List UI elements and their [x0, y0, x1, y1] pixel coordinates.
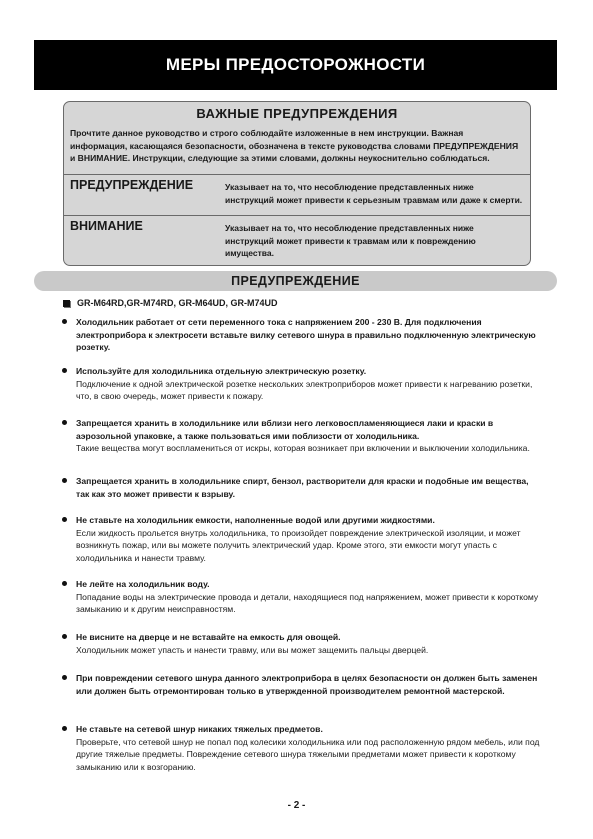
- bullet-icon: [62, 581, 67, 586]
- warning-item: [62, 475, 540, 500]
- warning-item: [62, 417, 540, 455]
- warning-item-heading: Запрещается хранить в холодильнике или вблизи него легковоспламеняющиеся лаки и краски в аэрозольной упаковке, а также пользоваться ими поблизости от холодильника.: [76, 418, 494, 441]
- warning-item-heading: Используйте для холодильника отдельную электрическую розетку.: [76, 366, 367, 376]
- term-row-warning: [64, 174, 530, 216]
- bullet-icon: [62, 675, 67, 680]
- model-list: [63, 298, 278, 308]
- warning-item-body: Холодильник может упасть и нанести травму, или вы может защемить пальцы дверцей.: [76, 644, 429, 655]
- important-warnings-intro: Прочтите данное руководство и строго соблюдайте изложенные в нем инструкции. Важная информация, касающаяся безопасности, обозначена в тексте руководства словами ПРЕДУПРЕЖДЕНИЯ и ВНИМАНИЕ. Инструкции, следующие за этими словами, должны неукоснительно соблюдаться.: [70, 128, 519, 164]
- important-warnings-box: [63, 101, 531, 266]
- bullet-icon: [62, 634, 67, 639]
- term-caution-description: Указывает на то, что несоблюдение представленных ниже инструкций может привести к травмам или к повреждению имущества.: [225, 223, 476, 259]
- warning-item-body: Проверьте, что сетевой шнур не попал под колесики холодильника или под расположенную рядом мебель, или под другие тяжелые предметы. Повреждение сетевого шнура тяжелыми предметами может привести к короткому замыканию или к возгоранию.: [76, 736, 540, 772]
- warning-item-heading: Холодильник работает от сети переменного тока с напряжением 200 - 230 В. Для подключения электроприбора к электросети вставьте вилку сетевого шнура в правильно подключенную электрическую розетку.: [76, 317, 536, 353]
- warning-item: [62, 514, 540, 564]
- warning-item-heading: Запрещается хранить в холодильнике спирт, бензол, растворители для краски и подобные им вещества, так как это может привести к взрыву.: [76, 476, 529, 499]
- bullet-icon: [62, 368, 67, 373]
- warning-item-heading: При повреждении сетевого шнура данного электроприбора в целях безопасности он должен быть заменен или должен быть отремонтирован только в утвержденной производителем ремонтной мастерской.: [76, 673, 538, 696]
- warning-item: [62, 578, 540, 616]
- page-number: - 2 -: [287, 800, 306, 811]
- warning-item-heading: Не лейте на холодильник воду.: [76, 579, 210, 589]
- warning-item-heading: Не висните на дверце и не вставайте на емкость для овощей.: [76, 632, 341, 642]
- warning-item: [62, 316, 540, 354]
- warning-item: [62, 723, 540, 773]
- warning-item-heading: Не ставьте на сетевой шнур никаких тяжелых предметов.: [76, 724, 323, 734]
- warning-item-body: Если жидкость прольется внутрь холодильника, то произойдет повреждение электрической изоляции, и может возникнуть пожар, или вы можете получить электрический удар. Кроме этого, эти емкости могут упасть с холодильника и нанести травму.: [76, 527, 521, 563]
- term-caution-label: ВНИМАНИЕ: [70, 219, 143, 233]
- warning-item: [62, 365, 540, 403]
- page-title: МЕРЫ ПРЕДОСТОРОЖНОСТИ: [34, 40, 557, 90]
- term-row-caution: [64, 215, 530, 265]
- square-bullet-icon: [63, 300, 70, 307]
- bullet-icon: [62, 726, 67, 731]
- warning-item: [62, 672, 540, 697]
- important-warnings-title: ВАЖНЫЕ ПРЕДУПРЕЖДЕНИЯ: [196, 106, 398, 121]
- bullet-icon: [62, 420, 67, 425]
- warning-item-body: Подключение к одной электрической розетке нескольких электроприборов может привести к нагреванию розетки, что, в свою очередь, может привести к пожару.: [76, 378, 533, 402]
- bullet-icon: [62, 478, 67, 483]
- section-title-warning: ПРЕДУПРЕЖДЕНИЕ: [34, 271, 557, 291]
- warning-item: [62, 631, 540, 656]
- warning-item-heading: Не ставьте на холодильник емкости, наполненные водой или другими жидкостями.: [76, 515, 435, 525]
- bullet-icon: [62, 517, 67, 522]
- term-warning-label: ПРЕДУПРЕЖДЕНИЕ: [70, 178, 194, 192]
- term-warning-description: Указывает на то, что несоблюдение представленных ниже инструкций может привести к серьезным травмам или даже к смерти.: [225, 182, 523, 205]
- warning-item-body: Попадание воды на электрические провода и детали, находящиеся под напряжением, может привести к короткому замыканию и к другим неисправностям.: [76, 591, 539, 615]
- bullet-icon: [62, 319, 67, 324]
- warning-item-body: Такие вещества могут воспламениться от искры, которая возникает при включении и выключении холодильника.: [76, 443, 530, 454]
- model-list-text: GR-M64RD,GR-M74RD, GR-M64UD, GR-M74UD: [77, 298, 278, 308]
